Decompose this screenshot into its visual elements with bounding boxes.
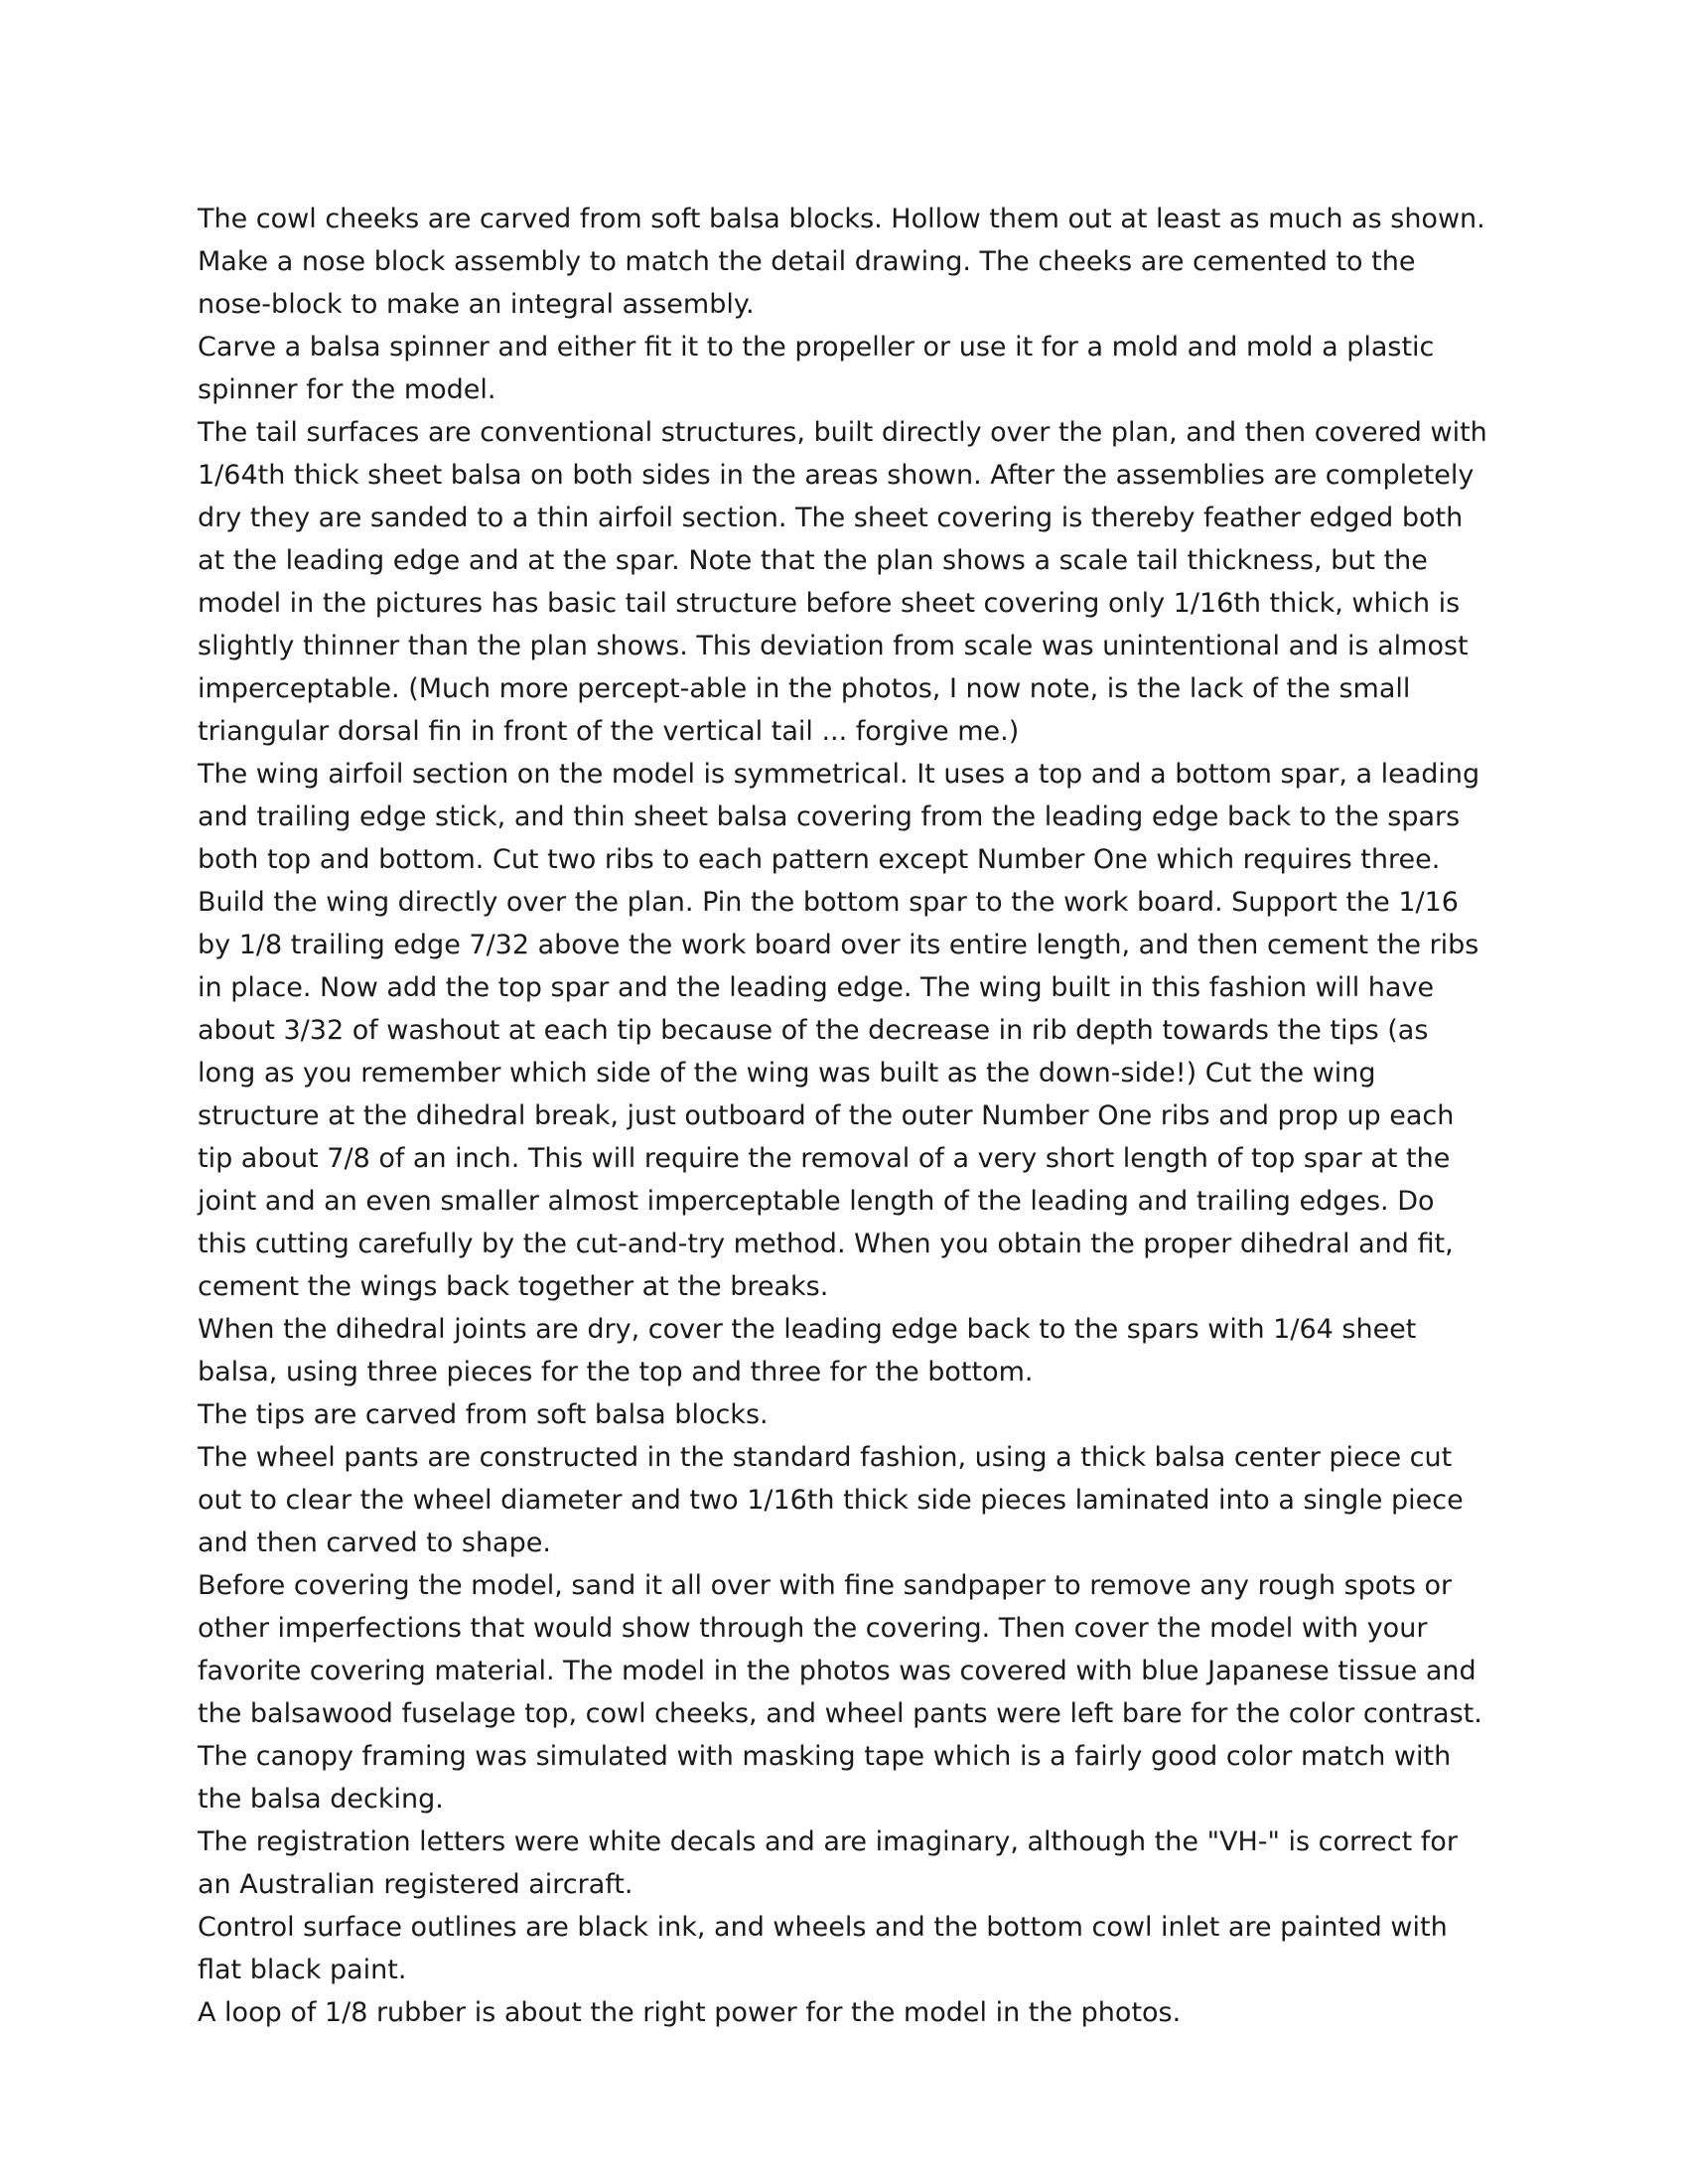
paragraph-registration: The registration letters were white decals and are imaginary, although the "VH-" is correct for an Australian registered aircraft. <box>198 1826 1458 1900</box>
paragraph-cowl-cheeks: The cowl cheeks are carved from soft balsa blocks. Hollow them out at least as much as shown. Make a nose block assembly to match the detail drawing. The cheeks are cemented to the nose-block to make an integral assembly. <box>198 204 1485 320</box>
paragraph-spinner: Carve a balsa spinner and either fit it to the propeller or use it for a mold and mold a plastic spinner for the model. <box>198 332 1435 405</box>
paragraph-tail-surfaces: The tail surfaces are conventional structures, built directly over the plan, and then covered with 1/64th thick sheet balsa on both sides in the areas shown. After the assemblies are completely dry they are sanded to a thin airfoil section. The sheet covering is thereby feather edged both at the leading edge and at the spar. Note that the plan shows a scale tail thickness, but the model in the pictures has basic tail structure before sheet covering only 1/16th thick, which is slightly thinner than the plan shows. This deviation from scale was unintentional and is almost imperceptable. (Much more percept-able in the photos, I now note, is the lack of the small triangular dorsal fin in front of the vertical tail ... forgive me.) <box>198 417 1487 747</box>
paragraph-rubber: A loop of 1/8 rubber is about the right power for the model in the photos. <box>198 1997 1182 2028</box>
paragraph-covering: Before covering the model, sand it all over with fine sandpaper to remove any rough spots or other imperfections that would show through the covering. Then cover the model with your favorite covering material. The model in the photos was covered with blue Japanese tissue and the balsawood fuselage top, cowl cheeks, and wheel pants were left bare for the color contrast. The canopy framing was simulated with masking tape which is a fairly good color match with the balsa decking. <box>198 1570 1482 1815</box>
body-text <box>198 198 1488 2034</box>
paragraph-tips: The tips are carved from soft balsa blocks. <box>198 1399 769 1430</box>
paragraph-control-surfaces: Control surface outlines are black ink, and wheels and the bottom cowl inlet are painted with flat black paint. <box>198 1912 1448 1985</box>
paragraph-dihedral-joints: When the dihedral joints are dry, cover the leading edge back to the spars with 1/64 sheet balsa, using three pieces for the top and three for the bottom. <box>198 1314 1417 1387</box>
paragraph-wheel-pants: The wheel pants are constructed in the standard fashion, using a thick balsa center piece cut out to clear the wheel diameter and two 1/16th thick side pieces laminated into a single piece and then carved to shape. <box>198 1442 1464 1558</box>
paragraph-wing-build: Build the wing directly over the plan. Pin the bottom spar to the work board. Support the 1/16 by 1/8 trailing edge 7/32 above the work board over its entire length, and then cement the ribs in place. Now add the top spar and the leading edge. The wing built in this fashion will have about 3/32 of washout at each tip because of the decrease in rib depth towards the tips (as long as you remember which side of the wing was built as the down-side!) Cut the wing structure at the dihedral break, just outboard of the outer Number One ribs and prop up each tip about 7/8 of an inch. This will require the removal of a very short length of top spar at the joint and an even smaller almost imperceptable length of the leading and trailing edges. Do this cutting carefully by the cut-and-try method. When you obtain the proper dihedral and fit, cement the wings back together at the breaks. <box>198 887 1479 1302</box>
paragraph-wing-airfoil: The wing airfoil section on the model is symmetrical. It uses a top and a bottom spar, a leading and trailing edge stick, and thin sheet balsa covering from the leading edge back to the spars both top and bottom. Cut two ribs to each pattern except Number One which requires three. <box>198 759 1480 875</box>
